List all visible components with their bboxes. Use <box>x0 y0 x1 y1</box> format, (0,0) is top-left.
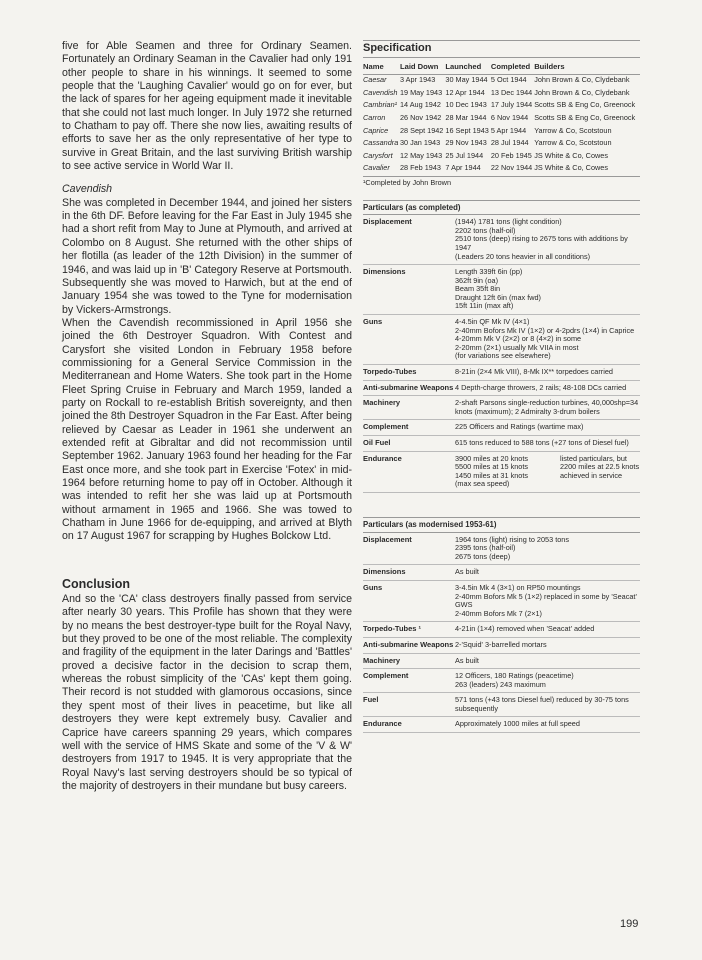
spec-cell: 7 Apr 1944 <box>445 163 481 173</box>
paragraph: She was completed in December 1944, and joined her sisters in the 6th DF. Before leaving for the Far East in July 1945 she had a short refit from May to June at Plymouth, and arrived at Colombo on 8 August. She returned with the other ships of her flotilla (as leader of the 12th Division) in the summer of 1946, and was laid up in 'B' Category Reserve at Portsmouth. Subsequently she was moved to Harwich, but at the end of January 1954 she was towed to the Tyne for modernisation by Vickers-Armstrongs. <box>62 196 352 316</box>
particulars-label: Torpedo-Tubes <box>363 367 417 377</box>
col-header: Builders <box>534 60 640 75</box>
spec-cell: 13 Dec 1944 <box>490 87 533 97</box>
particulars-row <box>363 654 640 670</box>
spec-cell: 6 Nov 1944 <box>490 112 529 122</box>
particulars-label: Oil Fuel <box>363 438 391 447</box>
spec-cell: 30 May 1944 <box>445 75 488 85</box>
spec-row <box>363 88 640 101</box>
spec-table <box>363 60 640 176</box>
col-header: Laid Down <box>400 60 445 75</box>
particulars-label: Dimensions <box>363 267 406 277</box>
particulars-value: 4 Depth-charge throwers, 2 rails; 48-108 DCs carried <box>455 382 627 392</box>
particulars-row <box>363 215 640 265</box>
particulars-value: 3-4.5in Mk 4 (3×1) on RP50 mountings 2-40mm Bofors Mk 5 (1×2) replaced in some by 'Seacat' GWS 2-40mm Bofors Mk 7 (2×1) <box>455 582 637 618</box>
left-text-column <box>62 40 352 793</box>
paragraph: five for Able Seamen and three for Ordinary Seamen. Fortunately an Ordinary Seaman in the Cavalier had only 191 other people to share in his winnings. It seemed to some people that the 'Laughing Cavalier' would go on for ever, but the lack of spares for her ageing equipment made it inevitable that she could not last much longer. In July 1972 she returned to Chatham to pay off. There she now lies, awaiting results of efforts to save her as the only representative of her type to survive in Great Britain, and the last surviving British warship to see active service in World War II. <box>62 40 352 173</box>
particulars-value: 225 Officers and Ratings (wartime max) <box>455 422 584 432</box>
ship-name-cell: Caesar <box>363 75 387 85</box>
particulars-row <box>363 533 640 566</box>
spec-cell: 10 Dec 1943 <box>445 100 487 110</box>
ship-name-cell: Cavendish <box>363 87 398 97</box>
spec-footnote: ¹Completed by John Brown <box>363 176 640 188</box>
particulars-completed-title: Particulars (as completed) <box>363 200 640 216</box>
spec-cell: 28 Jul 1944 <box>490 138 529 148</box>
particulars-value: As built <box>455 655 479 665</box>
particulars-label: Endurance <box>363 453 402 463</box>
spec-cell: 22 Nov 1944 <box>490 163 533 173</box>
particulars-modernised-title: Particulars (as modernised 1953-61) <box>363 517 640 533</box>
particulars-label: Guns <box>363 317 383 327</box>
spec-body <box>363 75 640 176</box>
conclusion-heading: Conclusion <box>62 576 131 591</box>
particulars-row <box>363 581 640 622</box>
particulars-value: 3900 miles at 20 knots 5500 miles at 15 knots 1450 miles at 31 knots (max sea speed) <box>455 453 529 489</box>
particulars-value: 2-shaft Parsons single-reduction turbines, 40,000shp=34 knots (maximum); 2 Admiralty 3-drum boilers <box>455 398 639 416</box>
particulars-value: 8-21in (2×4 Mk VIII), 8-Mk IX** torpedoes carried <box>455 367 613 377</box>
ship-name-cell: Cavalier <box>363 163 390 173</box>
particulars-label: Complement <box>363 671 409 681</box>
particulars-value: 2-'Squid' 3-barrelled mortars <box>455 639 547 649</box>
spec-cell: 20 Feb 1945 <box>490 150 532 160</box>
spec-cell: Scotts SB & Eng Co, Greenock <box>534 112 636 122</box>
ship-name-cell: Caprice <box>363 125 389 135</box>
particulars-completed-list <box>363 215 640 493</box>
spec-row <box>363 100 640 113</box>
particulars-row <box>363 315 640 365</box>
particulars-row <box>363 638 640 654</box>
spec-cell: JS White & Co, Cowes <box>534 163 608 173</box>
spec-title: Specification <box>363 40 640 58</box>
particulars-row <box>363 565 640 581</box>
particulars-row <box>363 622 640 638</box>
page-number: 199 <box>620 918 639 930</box>
spec-cell: 19 May 1943 <box>399 87 443 97</box>
particulars-label: Fuel <box>363 695 379 705</box>
particulars-row <box>363 452 640 493</box>
spec-cell: Yarrow & Co, Scotstoun <box>534 138 612 148</box>
particulars-value: Length 339ft 6in (pp) 362ft 9in (oa) Beam 35ft 8in Draught 12ft 6in (max fwd) 15ft 11in (max aft) <box>455 267 541 311</box>
endurance-note: listed particulars, but 2200 miles at 22.5 knots achieved in service <box>560 453 640 480</box>
ship-name-cell: Carron <box>363 112 386 122</box>
spec-row <box>363 163 640 176</box>
particulars-value: 4-4.5in QF Mk IV (4×1) 2-40mm Bofors Mk IV (1×2) or 4-2pdrs (1×4) in Caprice 4-20mm Mk V (2×2) or 8 (4×2) in some 2-20mm (2×1) usually Mk VIIA in most (for variations see elsewhere) <box>455 317 635 361</box>
ship-name-cell: Cambrian¹ <box>363 100 398 110</box>
spec-row <box>363 126 640 139</box>
particulars-label: Machinery <box>363 655 401 665</box>
particulars-row <box>363 436 640 452</box>
spec-row <box>363 151 640 164</box>
spec-cell: 16 Sept 1943 <box>445 125 489 135</box>
particulars-label: Displacement <box>363 217 412 227</box>
particulars-row <box>363 365 640 381</box>
particulars-label: Anti-submarine Weapons <box>363 639 454 649</box>
spec-cell: 26 Nov 1942 <box>399 112 442 122</box>
col-header: Name <box>363 60 400 75</box>
ship-name-cell: Carysfort <box>363 150 393 160</box>
particulars-value: 4-21in (1×4) removed when 'Seacat' added <box>455 624 595 634</box>
particulars-row <box>363 396 640 420</box>
spec-cell: 12 Apr 1944 <box>445 87 485 97</box>
particulars-value: 615 tons reduced to 588 tons (+27 tons of Diesel fuel) <box>455 438 629 447</box>
spec-cell: 30 Jan 1943 <box>399 138 441 148</box>
particulars-label: Complement <box>363 422 409 432</box>
spec-row <box>363 113 640 126</box>
spec-cell: John Brown & Co, Clydebank <box>534 87 630 97</box>
spec-cell: 17 July 1944 <box>490 100 533 110</box>
spec-cell: 14 Aug 1942 <box>399 100 441 110</box>
particulars-value: Approximately 1000 miles at full speed <box>455 719 580 729</box>
spec-cell: Yarrow & Co, Scotstoun <box>534 125 612 135</box>
particulars-label: Displacement <box>363 534 412 544</box>
particulars-row <box>363 717 640 733</box>
particulars-value: As built <box>455 567 479 577</box>
spec-cell: 28 Feb 1943 <box>399 163 441 173</box>
particulars-label: Endurance <box>363 719 402 729</box>
paragraph: And so the 'CA' class destroyers finally passed from service after nearly 30 years. This Profile has shown that they were by no means the best destroyer-type built for the Royal Navy, but they proved to be one of the most reliable. The complexity and fragility of the equipment in the later Darings and 'Battles' proved a decisive factor in the decision to scrap them, whereas the robust simplicity of the 'CAs' kept them going. Their record is not studded with glamorous occasions, since they spent most of their lives in peacetime, but like all destroyers they were kept extremely busy. Cavalier and Caprice have careers spanning 29 years, which compares well with the service of HMS Skate and some of the 'V & W' destroyers from 1917 to 1945. It is very appropriate that the Royal Navy's last serving destroyers should be so typical of the majority of destroyers in their mundane but busy careers. <box>62 593 352 792</box>
particulars-label: Machinery <box>363 398 401 408</box>
spec-cell: 25 Jul 1944 <box>445 150 484 160</box>
spec-cell: Scotts SB & Eng Co, Greenock <box>534 100 636 110</box>
paragraph: When the Cavendish recommissioned in April 1956 she joined the 6th Destroyer Squadron. With Contest and Carysfort she visited London in February 1958 before commissioning for a General Service Commission in the Mediterranean and Home Waters. She took part in the Home Fleet Spring Cruise in February and March 1959, landed a party on Rockall to re-establish British sovereignty, and then joined the 8th Destroyer Squadron in the Far East. After being relieved by Caesar as Leader in 1961 she underwent an extended refit at Gibraltar and did not recommission until September 1962. January 1963 found her heading for the Far East once more, and she took part in Exercise 'Fotex' in mid-1964 before returning home to pay off in October. Although it was intended to refit her she was laid up at Portsmouth without armament in 1965 and 1966. She was towed to Chatham in June 1966 for de-equipping, and arrived at Blyth on 17 August 1967 for scrapping by Hughes Bolckow Ltd. <box>62 316 352 543</box>
particulars-value: (1944) 1781 tons (light condition) 2202 tons (half-oil) 2510 tons (deep) rising to 2675 tons with additions by 1947 (Leaders 20 tons heavier in all conditions) <box>455 217 628 261</box>
spec-row <box>363 138 640 151</box>
particulars-row <box>363 265 640 315</box>
particulars-value: 1964 tons (light) rising to 2053 tons 2395 tons (half-oil) 2675 tons (deep) <box>455 534 569 561</box>
particulars-modernised-list <box>363 533 640 734</box>
spec-cell: 3 Apr 1943 <box>399 75 436 85</box>
ship-name-cell: Cassandra <box>363 138 399 148</box>
spec-cell: 29 Nov 1943 <box>445 138 487 148</box>
spec-row <box>363 75 640 88</box>
spec-cell: John Brown & Co, Clydebank <box>534 75 630 85</box>
spec-cell: 12 May 1943 <box>399 150 443 160</box>
particulars-value: 571 tons (+43 tons Diesel fuel) reduced by 30-75 tons subsequently <box>455 695 629 713</box>
col-header: Launched <box>445 60 490 75</box>
particulars-row <box>363 381 640 397</box>
particulars-label: Torpedo-Tubes ¹ <box>363 624 422 634</box>
particulars-value: 12 Officers, 180 Ratings (peacetime) 263 (leaders) 243 maximum <box>455 671 574 689</box>
particulars-row <box>363 669 640 693</box>
particulars-row <box>363 420 640 436</box>
spec-cell: 28 Sept 1942 <box>399 125 444 135</box>
spec-cell: 28 Mar 1944 <box>445 112 487 122</box>
col-header: Completed <box>491 60 534 75</box>
particulars-label: Anti-submarine Weapons <box>363 382 454 392</box>
spec-cell: 5 Apr 1944 <box>490 125 527 135</box>
subheading-cavendish: Cavendish <box>62 183 113 196</box>
particulars-row <box>363 693 640 717</box>
spec-cell: JS White & Co, Cowes <box>534 150 608 160</box>
spec-header-row <box>363 60 640 75</box>
spec-cell: 5 Oct 1944 <box>490 75 527 85</box>
particulars-label: Dimensions <box>363 567 406 577</box>
specification-panel <box>363 40 640 733</box>
particulars-label: Guns <box>363 582 383 592</box>
